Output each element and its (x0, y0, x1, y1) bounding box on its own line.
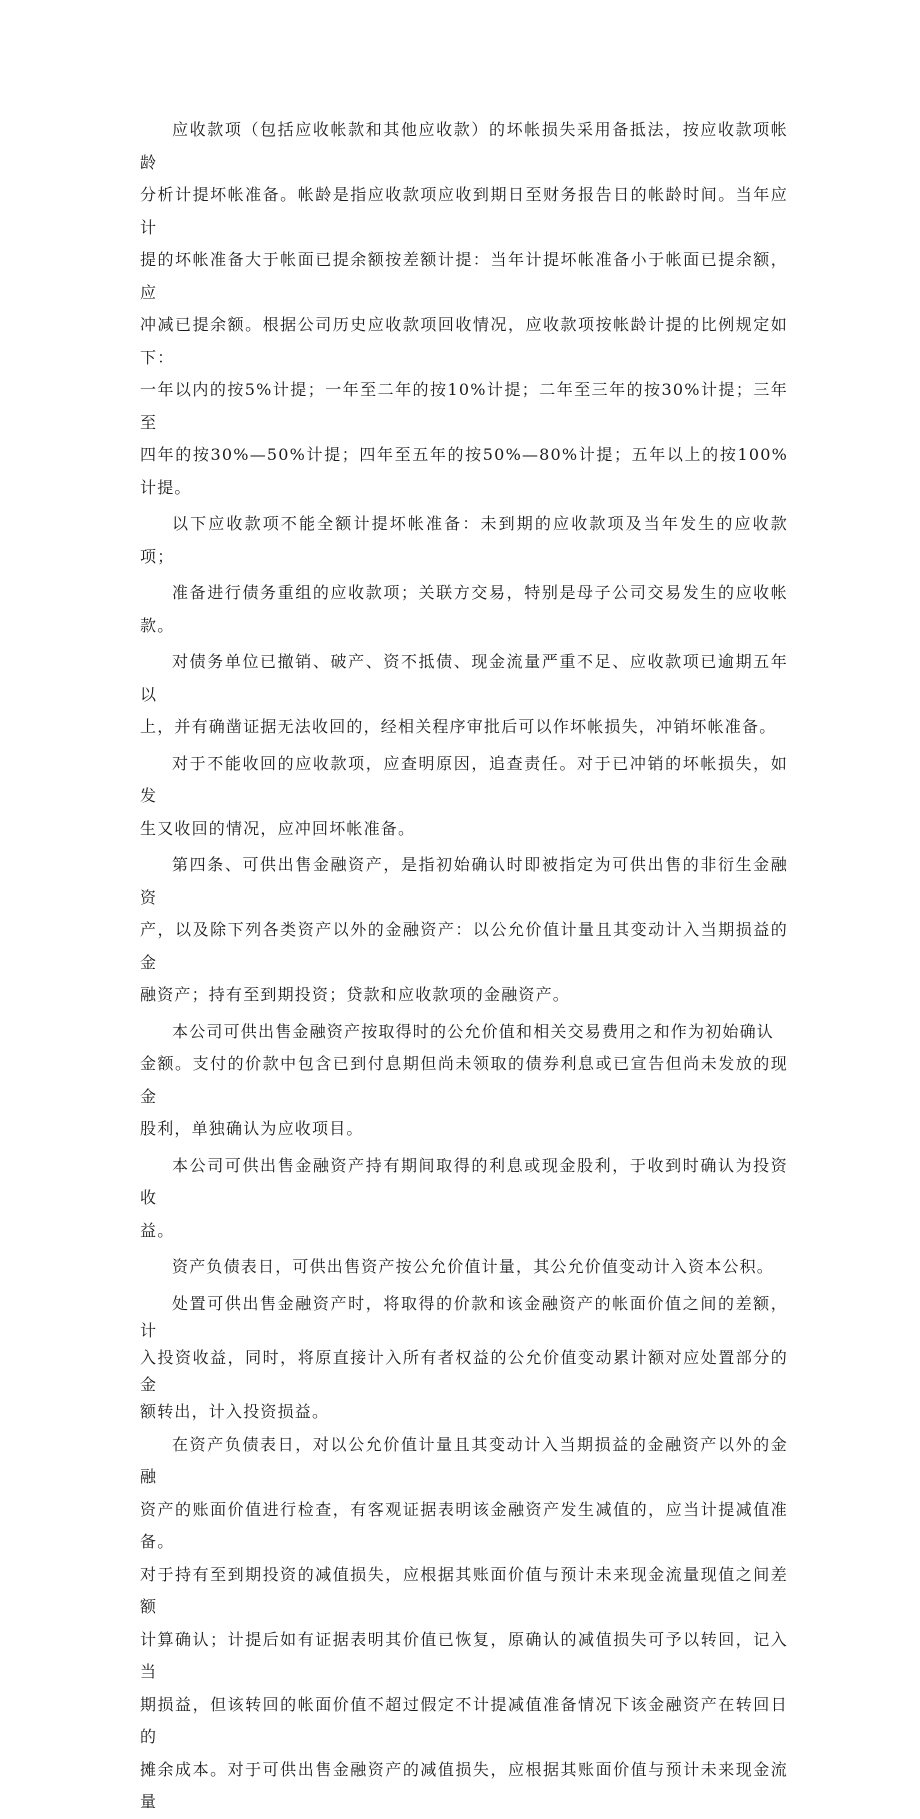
paragraph-impairment (140, 1429, 788, 1819)
text-line: 上，并有确凿证据无法收回的，经相关程序审批后可以作坏帐损失，冲销坏帐准备。 (140, 717, 777, 736)
text-line: 生又收回的情况，应冲回坏帐准备。 (140, 818, 416, 838)
text-line: 金额。支付的价款中包含已到付息期但尚未领取的债券利息或已宣告但尚未发放的现金 (140, 1054, 788, 1106)
text-line: 准备进行债务重组的应收款项；关联方交易，特别是母子公司交易发生的应收帐款。 (140, 583, 788, 635)
text-line: 对于不能收回的应收款项，应查明原因，追查责任。对于已冲销的坏帐损失，如发 (140, 753, 788, 805)
text-line: 一年以内的按5%计提；一年至二年的按10%计提；二年至三年的按30%计提；三年至 (140, 380, 788, 432)
text-line: 融资产；持有至到期投资；贷款和应收款项的金融资产。 (140, 985, 571, 1004)
document-page (140, 114, 788, 1819)
text-line: 分析计提坏帐准备。帐龄是指应收款项应收到期日至财务报告日的帐龄时间。当年应计 (140, 185, 788, 237)
text-line: 在资产负债表日，对以公允价值计量且其变动计入当期损益的金融资产以外的金融 (140, 1434, 788, 1486)
text-line: 对债务单位已撤销、破产、资不抵债、现金流量严重不足、应收款项已逾期五年以 (140, 652, 788, 704)
text-line: 冲减已提余额。根据公司历史应收款项回收情况，应收款项按帐龄计提的比例规定如下： (140, 315, 788, 367)
text-line: 本公司可供出售金融资产按取得时的公允价值和相关交易费用之和作为初始确认 (172, 1021, 775, 1041)
paragraph-recovery (140, 748, 788, 846)
text-line: 资产负债表日，可供出售资产按公允价值计量，其公允价值变动计入资本公积。 (172, 1257, 775, 1276)
text-line: 对于持有至到期投资的减值损失，应根据其账面价值与预计未来现金流量现值之间差额 (140, 1564, 788, 1616)
paragraph-article-four (140, 849, 788, 1012)
text-line: 本公司可供出售金融资产持有期间取得的利息或现金股利，于收到时确认为投资收 (140, 1155, 788, 1207)
text-line: 第四条、可供出售金融资产，是指初始确认时即被指定为可供出售的非衍生金融资 (140, 855, 788, 907)
text-line: 入投资收益，同时，将原直接计入所有者权益的公允价值变动累计额对应处置部分的金 (140, 1347, 788, 1394)
paragraph-exclusions-1 (140, 508, 788, 573)
text-line: 股利，单独确认为应收项目。 (140, 1119, 364, 1138)
text-line: 四年的按30%—50%计提；四年至五年的按50%—80%计提；五年以上的按100%计提。 (140, 445, 788, 497)
paragraph-bad-debt-method (140, 114, 788, 504)
paragraph-balance-sheet-date (140, 1251, 788, 1284)
text-line: 以下应收款项不能全额计提坏帐准备：未到期的应收款项及当年发生的应收款项； (140, 514, 788, 566)
text-line: 产，以及除下列各类资产以外的金融资产：以公允价值计量且其变动计入当期损益的金 (140, 920, 788, 972)
text-line: 处置可供出售金融资产时，将取得的价款和该金融资产的帐面价值之间的差额，计 (140, 1293, 788, 1340)
text-line: 期损益，但该转回的帐面价值不超过假定不计提减值准备情况下该金融资产在转回日的 (140, 1694, 788, 1746)
text-line: 资产的账面价值进行检查，有客观证据表明该金融资产发生减值的，应当计提减值准备。 (140, 1499, 788, 1551)
text-line: 额转出，计入投资损益。 (140, 1401, 330, 1421)
text-line: 提的坏帐准备大于帐面已提余额按差额计提：当年计提坏帐准备小于帐面已提余额，应 (140, 250, 788, 302)
paragraph-disposal (140, 1290, 788, 1425)
paragraph-holding-income (140, 1150, 788, 1248)
text-line: 益。 (140, 1220, 175, 1240)
paragraph-initial-recognition (140, 1016, 788, 1146)
text-line: 计算确认；计提后如有证据表明其价值已恢复，原确认的减值损失可予以转回，记入当 (140, 1629, 788, 1681)
paragraph-exclusions-2 (140, 577, 788, 642)
text-line: 应收款项（包括应收帐款和其他应收款）的坏帐损失采用备抵法，按应收款项帐龄 (140, 120, 788, 172)
paragraph-write-off (140, 646, 788, 744)
text-line: 摊余成本。对于可供出售金融资产的减值损失，应根据其账面价值与预计未来现金流量 (140, 1759, 788, 1811)
